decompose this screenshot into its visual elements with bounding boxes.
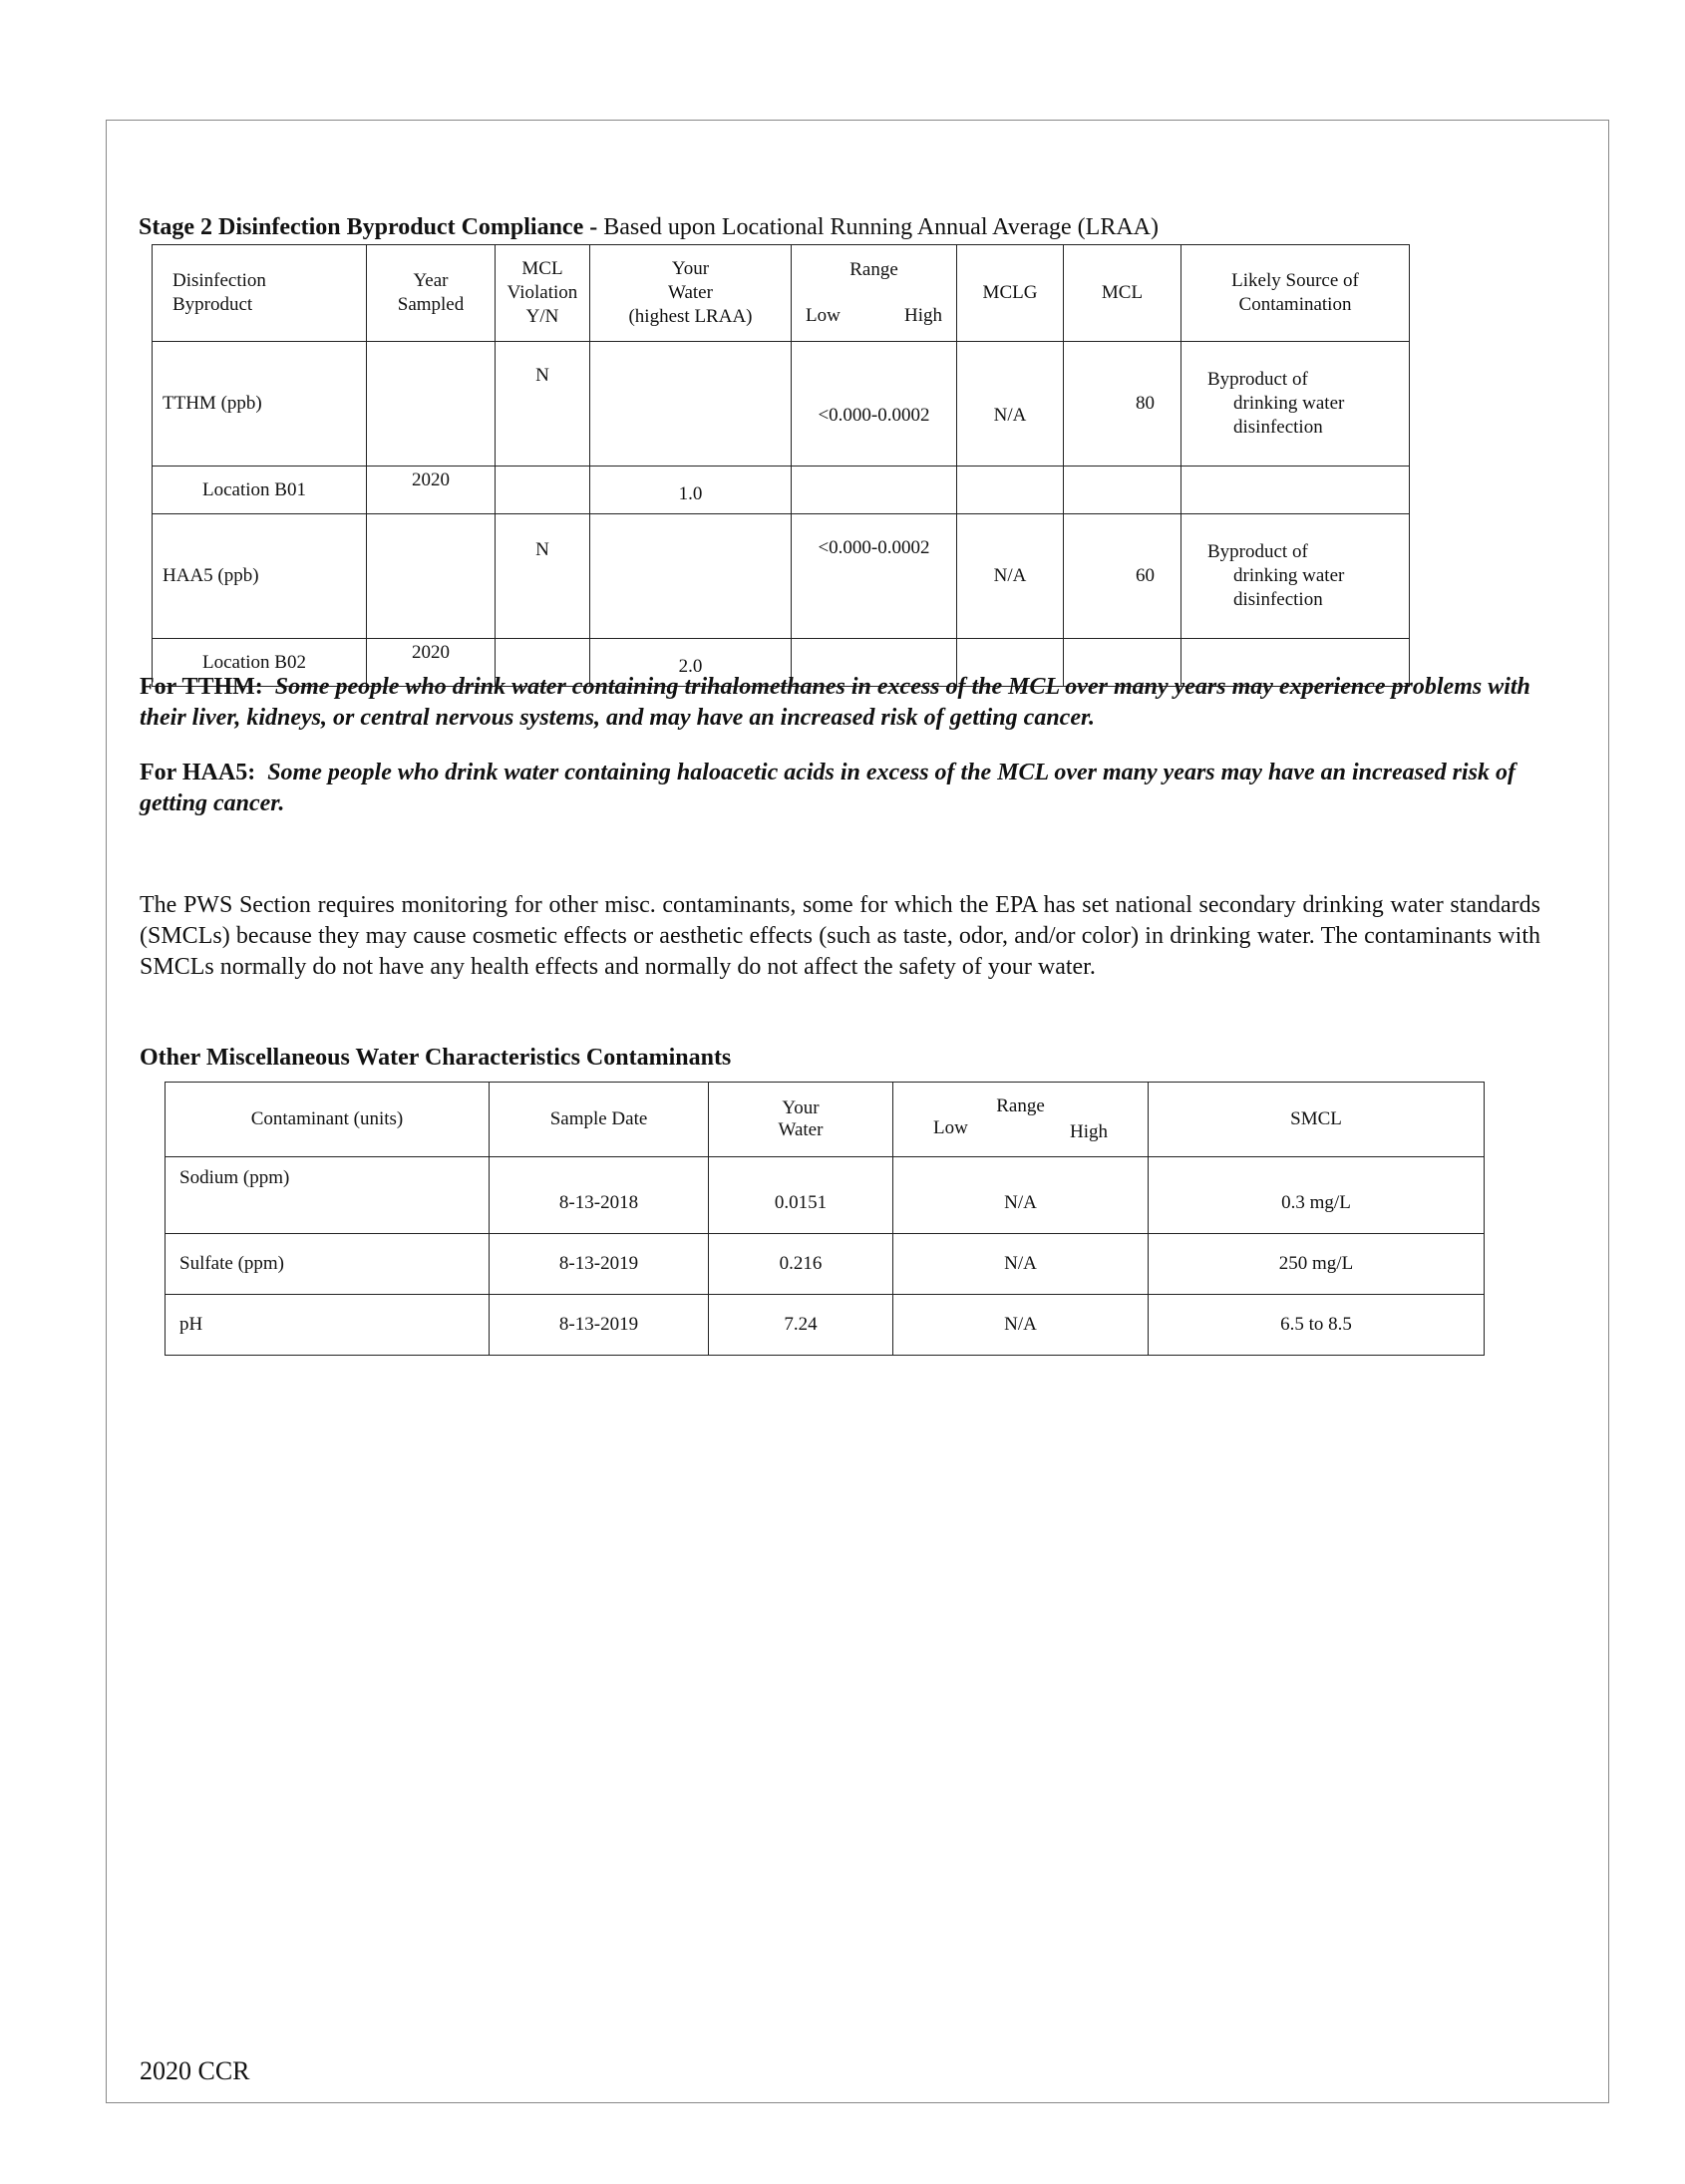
header-year-line1: Year	[413, 270, 449, 292]
table-row	[153, 514, 1410, 639]
tthm-loc-empty2	[792, 467, 957, 514]
ph-date: 8-13-2019	[490, 1295, 709, 1356]
tthm-note-text: Some people who drink water containing trihalomethanes in excess of the MCL over many years may experience problems with their liver, kidneys, or central nervous systems, and may have an increased risk of getting cancer.	[140, 674, 1530, 731]
ph-smcl: 6.5 to 8.5	[1149, 1295, 1485, 1356]
sodium-name: Sodium (ppm)	[166, 1157, 490, 1234]
haa5-your-water: 2.0	[590, 639, 792, 687]
haa5-note-label: For HAA5:	[140, 760, 256, 785]
sulfate-value: 0.216	[709, 1234, 893, 1295]
header-range-low: Low	[806, 305, 841, 326]
header-your-water-line2: Water	[668, 282, 713, 304]
misc-header-your-water-line1: Your	[782, 1097, 820, 1118]
tthm-your-water: 1.0	[590, 467, 792, 514]
tthm-health-note	[140, 672, 1535, 734]
header-mcl-violation-line1: MCL	[521, 258, 563, 280]
table-row	[153, 342, 1410, 467]
haa5-your-water-empty	[590, 514, 792, 639]
tthm-mcl: 80	[1064, 342, 1181, 467]
sulfate-smcl: 250 mg/L	[1149, 1234, 1485, 1295]
tthm-mclg: N/A	[957, 342, 1064, 467]
table-row	[166, 1157, 1485, 1234]
tthm-year-empty	[367, 342, 496, 467]
header-source-line1: Likely Source of	[1231, 270, 1359, 292]
misc-header-range	[893, 1083, 1149, 1157]
tthm-violation: N	[496, 342, 590, 467]
sulfate-name: Sulfate (ppm)	[166, 1234, 490, 1295]
ph-value: 7.24	[709, 1295, 893, 1356]
header-source-line2: Contamination	[1238, 294, 1352, 315]
table-row	[166, 1295, 1485, 1356]
haa5-source	[1181, 514, 1410, 639]
header-byproduct-line1: Disinfection	[172, 270, 266, 292]
table-row	[153, 467, 1410, 514]
misc-table	[165, 1082, 1485, 1356]
misc-header-row	[166, 1083, 1485, 1157]
tthm-loc-empty3	[957, 467, 1064, 514]
misc-header-range-sub	[893, 1117, 1148, 1143]
misc-header-low: Low	[933, 1117, 968, 1138]
tthm-year: 2020	[367, 467, 496, 514]
header-range	[792, 245, 957, 342]
tthm-source-line2: drinking water	[1233, 393, 1345, 415]
tthm-source-line3: disinfection	[1233, 416, 1323, 438]
stage2-title-rest: Based upon Locational Running Annual Average (LRAA)	[597, 214, 1159, 240]
sulfate-range: N/A	[893, 1234, 1149, 1295]
misc-title: Other Miscellaneous Water Characteristics Contaminants	[140, 1045, 732, 1071]
header-your-water-line3: (highest LRAA)	[628, 305, 753, 327]
haa5-range: <0.000-0.0002	[792, 514, 957, 639]
header-mclg: MCLG	[957, 245, 1064, 342]
misc-header-sample-date: Sample Date	[490, 1083, 709, 1157]
haa5-location: Location B02	[153, 639, 367, 687]
header-mcl-violation-line2: Violation	[506, 282, 578, 304]
header-mcl-violation-line3: Y/N	[525, 305, 559, 327]
haa5-source-line3: disinfection	[1233, 588, 1323, 610]
header-mcl-violation	[496, 245, 590, 342]
misc-header-your-water	[709, 1083, 893, 1157]
header-source	[1181, 245, 1410, 342]
header-year-line2: Sampled	[397, 294, 465, 315]
header-mcl: MCL	[1064, 245, 1181, 342]
header-byproduct	[153, 245, 367, 342]
tthm-note-label: For TTHM:	[140, 674, 263, 700]
sodium-smcl: 0.3 mg/L	[1149, 1157, 1485, 1234]
stage2-title-bold: Stage 2 Disinfection Byproduct Compliance -	[139, 214, 598, 240]
haa5-violation: N	[496, 514, 590, 639]
sodium-range: N/A	[893, 1157, 1149, 1234]
sulfate-date: 8-13-2019	[490, 1234, 709, 1295]
misc-header-your-water-line2: Water	[778, 1119, 824, 1140]
haa5-year: 2020	[367, 639, 496, 687]
smcl-paragraph: The PWS Section requires monitoring for other misc. contaminants, some for which the EPA has set national secondary drinking water standards (SMCLs) because they may cause cosmetic effects or aesthetic effects (such as taste, odor, and/or color) in drinking water. The contaminants with SMCLs normally do not have any health effects and normally do not affect the safety of your water.	[140, 892, 1540, 980]
haa5-health-note	[140, 758, 1535, 819]
misc-header-smcl: SMCL	[1149, 1083, 1485, 1157]
header-byproduct-line2: Byproduct	[172, 294, 253, 315]
stage2-title	[139, 214, 1159, 241]
header-range-high: High	[904, 305, 942, 326]
header-your-water	[590, 245, 792, 342]
table-row	[166, 1234, 1485, 1295]
misc-header-range-label: Range	[996, 1095, 1045, 1116]
sodium-date: 8-13-2018	[490, 1157, 709, 1234]
header-your-water-line1: Your	[671, 258, 710, 280]
haa5-mclg: N/A	[957, 514, 1064, 639]
tthm-your-water-empty	[590, 342, 792, 467]
ph-range: N/A	[893, 1295, 1149, 1356]
tthm-source-line1: Byproduct of	[1207, 369, 1308, 391]
header-year	[367, 245, 496, 342]
header-range-label: Range	[849, 259, 898, 281]
sodium-value: 0.0151	[709, 1157, 893, 1234]
haa5-name: HAA5 (ppb)	[153, 514, 367, 639]
tthm-loc-empty1	[496, 467, 590, 514]
haa5-year-empty	[367, 514, 496, 639]
haa5-note-text: Some people who drink water containing haloacetic acids in excess of the MCL over many years may have an increased risk of getting cancer.	[140, 760, 1516, 816]
header-range-sub	[792, 304, 956, 328]
haa5-source-line2: drinking water	[1233, 565, 1345, 587]
footer-label: 2020 CCR	[140, 2056, 250, 2085]
tthm-loc-empty5	[1181, 467, 1410, 514]
stage2-table	[152, 244, 1410, 687]
misc-header-high: High	[1070, 1121, 1108, 1142]
haa5-mcl: 60	[1064, 514, 1181, 639]
tthm-range: <0.000-0.0002	[792, 342, 957, 467]
misc-header-contaminant: Contaminant (units)	[166, 1083, 490, 1157]
tthm-name: TTHM (ppb)	[153, 342, 367, 467]
tthm-source	[1181, 342, 1410, 467]
haa5-source-line1: Byproduct of	[1207, 541, 1308, 563]
tthm-location: Location B01	[153, 467, 367, 514]
tthm-loc-empty4	[1064, 467, 1181, 514]
ph-name: pH	[166, 1295, 490, 1356]
stage2-header-row	[153, 245, 1410, 342]
